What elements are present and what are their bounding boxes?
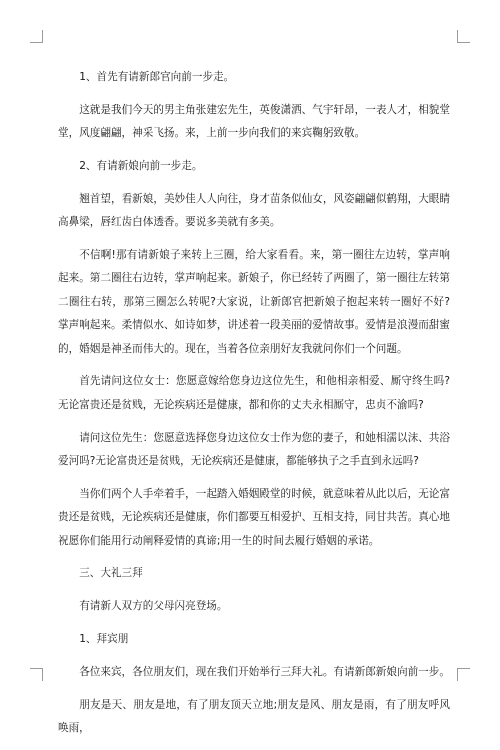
- section-heading: 1、拜宾朋: [79, 633, 129, 646]
- paragraph: 请问这位先生：您愿意选择您身边这位女士作为您的妻子，和她相濡以沫、共浴爱河吗?无论富贵还是贫贱，无论疾病还是健康，都能够执子之手直到永远吗?: [58, 431, 450, 468]
- paragraph: 朋友是天、朋友是地，有了朋友顶天立地;朋友是风、朋友是雨，有了朋友呼风唤雨，: [58, 698, 450, 735]
- paragraph: 各位来宾，各位朋友们，现在我们开始举行三拜大礼。有请新郎新娘向前一步。: [79, 665, 450, 678]
- crop-mark-top-left: [30, 30, 43, 43]
- crop-mark-bottom-left: [30, 668, 43, 681]
- crop-mark-bottom-right: [457, 668, 470, 681]
- paragraph: 当你们两个人手牵着手，一起踏入婚姻殿堂的时候，就意味着从此以后，无论富贵还是贫贱，无论疾病还是健康，你们都要互相爱护、互相支持，同甘共苦。真心地祝愿你们能用行动阐释爱情的真谛;用一生的时间去履行婚姻的承诺。: [58, 487, 450, 547]
- document-body: [58, 66, 450, 750]
- paragraph: 首先请问这位女士：您愿意嫁给您身边这位先生，和他相亲相爱、厮守终生吗?无论富贵还是贫贱，无论疾病还是健康，都和你的丈夫永相厮守，忠贞不渝吗?: [58, 375, 450, 411]
- section-heading: 三、大礼三拜: [79, 567, 143, 580]
- crop-mark-top-right: [457, 30, 470, 43]
- section-heading: 1、首先有请新郎官向前一步走。: [79, 71, 235, 83]
- section-heading: 2、有请新娘向前一步走。: [79, 160, 203, 172]
- paragraph: 有请新人双方的父母闪亮登场。: [79, 600, 228, 613]
- paragraph: 不信啊!那有请新娘子来转上三圈，给大家看看。来，第一圈往左边转，掌声响起来。第二圈往右边转，掌声响起来。新娘子，你已经转了两圈了，第一圈往左转第二圈往右转，那第三圈怎么转呢?大家说，让新郎官把新娘子抱起来转一圈好不好?掌声响起来。柔情似水、如诗如梦，讲述着一段美丽的爱情故事。爱情是浪漫而甜蜜的，婚姻是神圣而伟大的。现在，当着各位亲朋好友我就问你们一个问题。: [58, 249, 450, 355]
- paragraph: 翘首望，看新娘，美妙佳人人向往，身才苗条似仙女，风姿翩翩似鹤翔，大眼睛高鼻梁，唇红齿白体透香。要说多美就有多美。: [58, 192, 450, 229]
- paragraph: 这就是我们今天的男主角张建宏先生，英俊潇洒、气宇轩昂，一表人才，相貌堂堂，风度翩翩，神采飞扬。来，上前一步向我们的来宾鞠躬致敬。: [58, 103, 450, 140]
